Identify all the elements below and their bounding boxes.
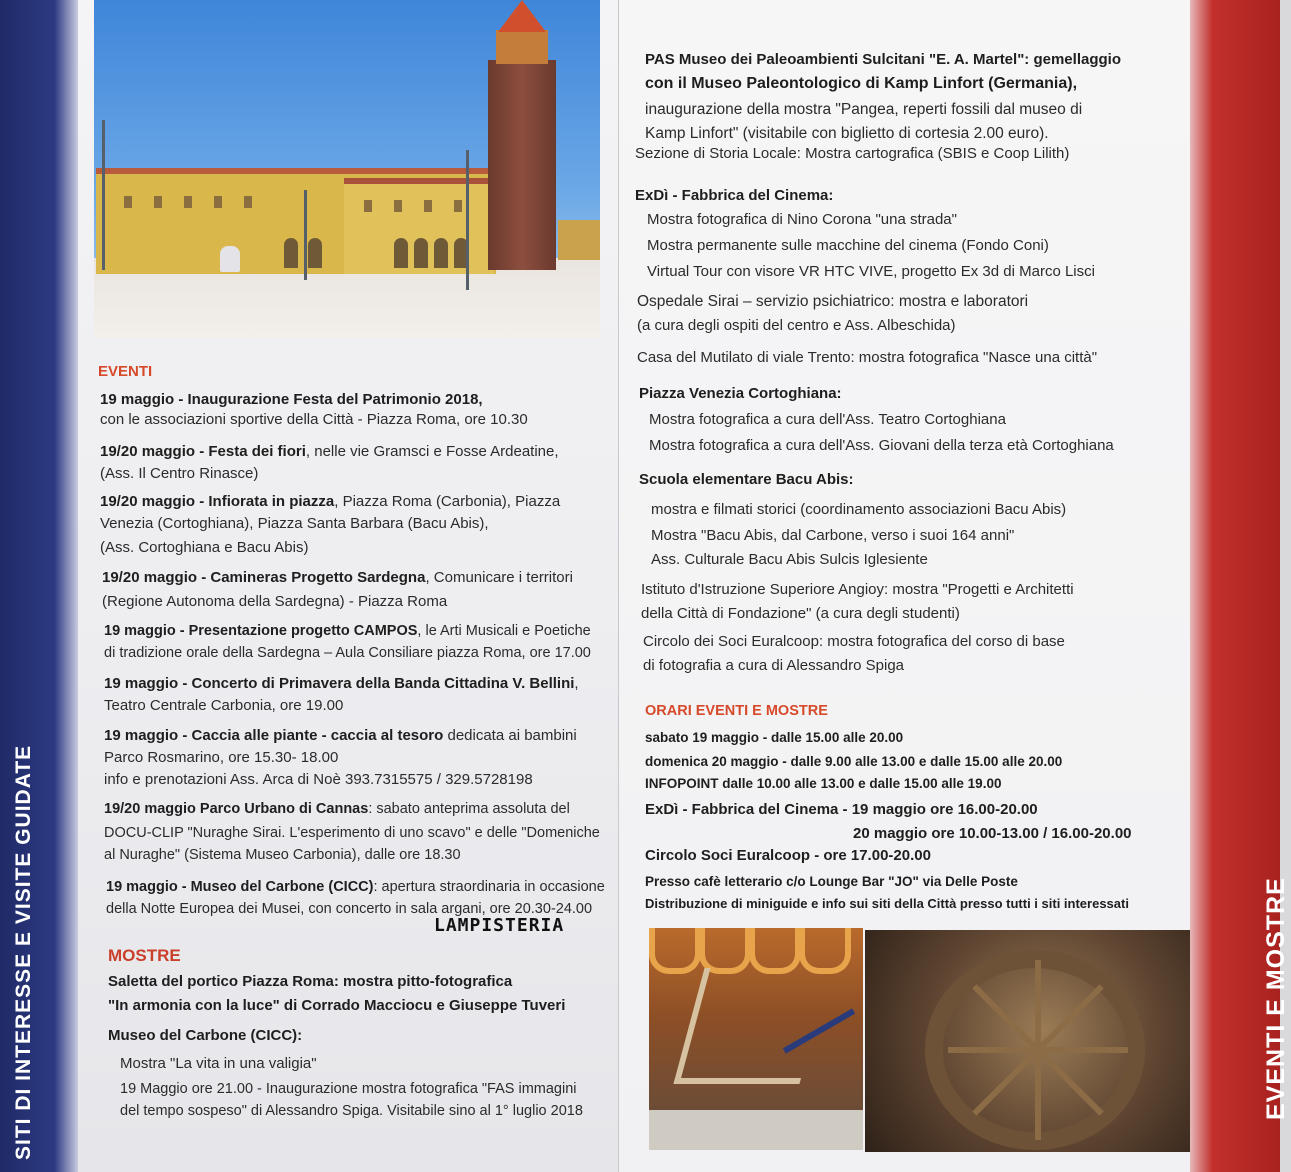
right-line: Casa del Mutilato di viale Trento: mostra fotografica "Nasce una città": [637, 349, 1098, 366]
right-line: Ospedale Sirai – servizio psichiatrico: mostra e laboratori: [637, 293, 1029, 310]
mostre-line: Museo del Carbone (CICC):: [108, 1027, 303, 1044]
handwritten-correction: LAMPISTERIA: [434, 915, 565, 936]
mostre-line: "In armonia con la luce" di Corrado Macciocu e Giuseppe Tuveri: [108, 997, 566, 1014]
event-7-row: 19 maggio - Caccia alle piante - caccia al tesoro dedicata ai bambini: [104, 727, 577, 744]
orari-line: 20 maggio ore 10.00-13.00 / 16.00-20.00: [853, 825, 1132, 842]
mostre-line: 19 Maggio ore 21.00 - Inaugurazione mostra fotografica "FAS immagini: [120, 1081, 577, 1097]
mostre-line: Mostra "La vita in una valigia": [120, 1055, 317, 1072]
event-9-line: della Notte Europea dei Musei, con concerto in sala argani, ore 20.30-24.00: [106, 901, 593, 917]
right-line: inaugurazione della mostra "Pangea, reperti fossili dal museo di: [645, 101, 1083, 118]
event-3-line: (Ass. Cortoghiana e Bacu Abis): [100, 539, 309, 556]
right-line: Scuola elementare Bacu Abis:: [639, 471, 854, 488]
right-line: Sezione di Storia Locale: Mostra cartografica (SBIS e Coop Lilith): [635, 145, 1070, 162]
right-panel: [618, 0, 1191, 1172]
event-8-line: al Nuraghe" (Sistema Museo Carbonia), dalle ore 18.30: [104, 847, 461, 863]
event-3-row: 19/20 maggio - Infiorata in piazza, Piazza Roma (Carbonia), Piazza: [100, 493, 561, 510]
event-4-line: (Regione Autonoma della Sardegna) - Piazza Roma: [102, 593, 448, 610]
orari-line: ExDì - Fabbrica del Cinema - 19 maggio ore 16.00-20.00: [645, 801, 1038, 818]
mine-wheel-photo: [865, 930, 1191, 1152]
right-spine-title: EVENTI E MOSTRE: [1262, 877, 1290, 1120]
right-line: di fotografia a cura di Alessandro Spiga: [643, 657, 904, 674]
orari-line: Circolo Soci Euralcoop - ore 17.00-20.00: [645, 847, 931, 864]
right-line: Mostra fotografica a cura dell'Ass. Giovani della terza età Cortoghiana: [649, 437, 1114, 454]
event-5-row: 19 maggio - Presentazione progetto CAMPOS, le Arti Musicali e Poetiche: [104, 623, 591, 639]
right-line: Ass. Culturale Bacu Abis Sulcis Iglesiente: [651, 551, 928, 568]
right-line: PAS Museo dei Paleoambienti Sulcitani "E. A. Martel": gemellaggio: [645, 51, 1121, 68]
right-spine: [1190, 0, 1290, 1172]
event-3-line: Venezia (Cortoghiana), Piazza Santa Barbara (Bacu Abis),: [100, 515, 489, 532]
right-line: ExDì - Fabbrica del Cinema:: [635, 187, 834, 204]
right-line: Mostra permanente sulle macchine del cinema (Fondo Coni): [647, 237, 1049, 254]
event-7-line: info e prenotazioni Ass. Arca di Noè 393.7315575 / 329.5728198: [104, 771, 533, 788]
event-2-row: 19/20 maggio - Festa dei fiori, nelle vie Gramsci e Fosse Ardeatine,: [100, 443, 559, 460]
left-spine: [0, 0, 78, 1172]
right-line: Virtual Tour con visore VR HTC VIVE, progetto Ex 3d di Marco Lisci: [647, 263, 1095, 280]
orari-line: sabato 19 maggio - dalle 15.00 alle 20.00: [645, 730, 904, 745]
right-line: Mostra fotografica a cura dell'Ass. Teatro Cortoghiana: [649, 411, 1006, 428]
right-line: Mostra "Bacu Abis, dal Carbone, verso i suoi 164 anni": [651, 527, 1015, 544]
mostre-line: Saletta del portico Piazza Roma: mostra pitto-fotografica: [108, 973, 513, 990]
right-line: mostra e filmati storici (coordinamento associazioni Bacu Abis): [651, 501, 1067, 518]
event-6-line: Teatro Centrale Carbonia, ore 19.00: [104, 697, 344, 714]
right-line: Istituto d'Istruzione Superiore Angioy: mostra "Progetti e Architetti: [641, 581, 1074, 598]
right-line: Mostra fotografica di Nino Corona "una strada": [647, 211, 957, 228]
event-9-row: 19 maggio - Museo del Carbone (CICC): apertura straordinaria in occasione: [106, 879, 605, 895]
right-line: con il Museo Paleontologico di Kamp Linfort (Germania),: [645, 75, 1078, 92]
event-8-row: 19/20 maggio Parco Urbano di Cannas: sabato anteprima assoluta del: [104, 801, 570, 817]
left-spine-title: SITI DI INTERESSE E VISITE GUIDATE: [12, 744, 35, 1160]
event-1-title: 19 maggio - Inaugurazione Festa del Patrimonio 2018,: [100, 391, 483, 408]
event-4-row: 19/20 maggio - Camineras Progetto Sardegna, Comunicare i territori: [102, 569, 573, 586]
event-5-line: di tradizione orale della Sardegna – Aula Consiliare piazza Roma, ore 17.00: [104, 645, 591, 661]
event-7-line: Parco Rosmarino, ore 15.30- 18.00: [104, 749, 339, 766]
orari-heading: ORARI EVENTI E MOSTRE: [645, 703, 828, 719]
event-2-line: (Ass. Il Centro Rinasce): [100, 465, 259, 482]
mostre-line: del tempo sospeso" di Alessandro Spiga. Visitabile sino al 1° luglio 2018: [120, 1103, 583, 1119]
eventi-heading: EVENTI: [98, 363, 153, 380]
orari-line: Distribuzione di miniguide e info sui siti della Città presso tutti i siti interessati: [645, 896, 1129, 911]
orari-line: domenica 20 maggio - dalle 9.00 alle 13.00 e dalle 15.00 alle 20.00: [645, 754, 1063, 769]
museum-dinosaur-photo: [649, 928, 863, 1150]
event-1-line: con le associazioni sportive della Città - Piazza Roma, ore 10.30: [100, 411, 528, 428]
carbonia-square-photo: [94, 0, 600, 338]
right-line: della Città di Fondazione" (a cura degli studenti): [641, 605, 960, 622]
event-8-line: DOCU-CLIP "Nuraghe Sirai. L'esperimento di uno scavo" e delle "Domeniche: [104, 825, 600, 841]
right-line: Piazza Venezia Cortoghiana:: [639, 385, 842, 402]
right-line: (a cura degli ospiti del centro e Ass. Albeschida): [637, 317, 956, 334]
event-6-row: 19 maggio - Concerto di Primavera della Banda Cittadina V. Bellini,: [104, 675, 579, 692]
left-panel: [78, 0, 618, 1172]
mostre-heading: MOSTRE: [108, 946, 181, 965]
orari-line: INFOPOINT dalle 10.00 alle 13.00 e dalle 15.00 alle 19.00: [645, 776, 1002, 791]
right-line: Circolo dei Soci Euralcoop: mostra fotografica del corso di base: [643, 633, 1065, 650]
right-line: Kamp Linfort" (visitabile con biglietto di cortesia 2.00 euro).: [645, 125, 1049, 142]
orari-line: Presso cafè letterario c/o Lounge Bar "JO" via Delle Poste: [645, 874, 1018, 889]
